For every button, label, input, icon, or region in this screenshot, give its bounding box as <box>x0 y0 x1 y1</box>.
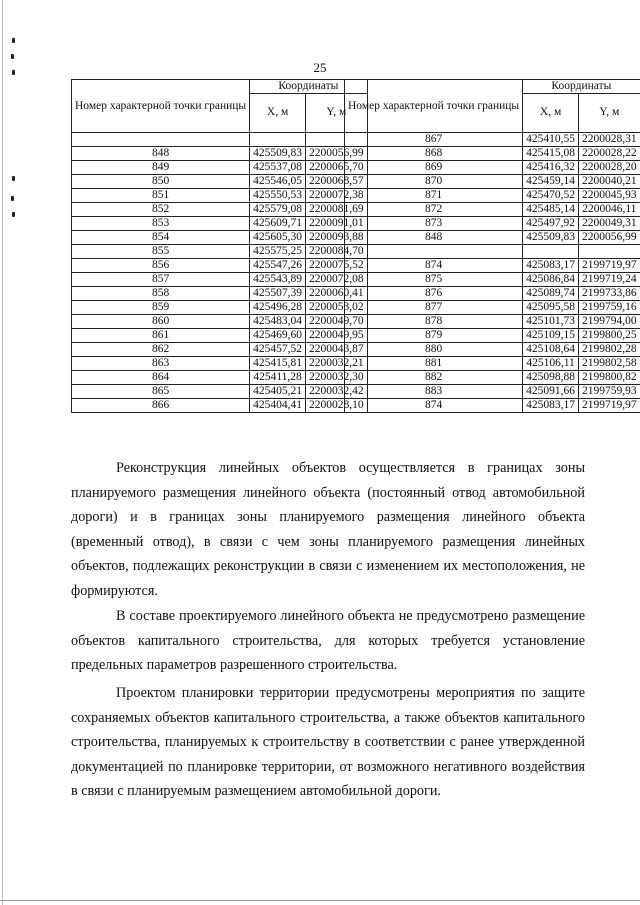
table-row <box>72 175 368 189</box>
x-coordinate-cell: 425086,84 <box>523 273 579 287</box>
binding-mark <box>12 38 15 43</box>
x-coordinate-cell: 425083,17 <box>523 259 579 273</box>
x-coordinate-cell: 425537,08 <box>250 161 306 175</box>
table-row <box>72 399 368 413</box>
point-number-cell: 851 <box>72 189 250 203</box>
point-number-cell: 855 <box>72 245 250 259</box>
y-coordinate-cell: 2200056,99 <box>306 147 368 161</box>
y-coordinate-cell: 2200053,02 <box>306 301 368 315</box>
x-coordinate-cell: 425095,58 <box>523 301 579 315</box>
x-coordinate-cell: 425457,52 <box>250 343 306 357</box>
y-coordinate-cell: 2200040,21 <box>579 175 640 189</box>
x-coordinate-cell: 425109,15 <box>523 329 579 343</box>
y-coordinate-cell: 2200049,95 <box>306 329 368 343</box>
x-coordinate-cell: 425415,81 <box>250 357 306 371</box>
point-number-cell: 852 <box>72 203 250 217</box>
table-row <box>72 259 368 273</box>
table-row <box>345 203 640 217</box>
x-coordinate-cell: 425106,11 <box>523 357 579 371</box>
y-header: Y, м <box>579 94 640 133</box>
y-coordinate-cell: 2200049,70 <box>306 315 368 329</box>
table-row <box>72 189 368 203</box>
point-number-cell: 876 <box>345 287 523 301</box>
x-coordinate-cell: 425605,30 <box>250 231 306 245</box>
point-number-cell: 878 <box>345 315 523 329</box>
point-number-cell: 856 <box>72 259 250 273</box>
table-row <box>72 133 368 147</box>
y-coordinate-cell: 2200091,01 <box>306 217 368 231</box>
y-coordinate-cell: 2200065,70 <box>306 161 368 175</box>
point-number-cell: 874 <box>345 399 523 413</box>
table-row <box>72 301 368 315</box>
point-number-cell: 880 <box>345 343 523 357</box>
y-coordinate-cell: 2200075,52 <box>306 259 368 273</box>
point-number-cell: 859 <box>72 301 250 315</box>
y-coordinate-cell: 2199719,97 <box>579 399 640 413</box>
x-header: X, м <box>523 94 579 133</box>
table-row <box>345 217 640 231</box>
paragraph-text: В составе проектируемого линейного объекта не предусмотрено размещение объектов капитального строительства, для которых требуется установление предельных параметров разрешенного строительства. <box>71 608 585 673</box>
table-row <box>72 231 368 245</box>
y-coordinate-cell: 2200072,38 <box>306 189 368 203</box>
point-number-cell: 865 <box>72 385 250 399</box>
table-row <box>72 371 368 385</box>
y-coordinate-cell: 2199800,25 <box>579 329 640 343</box>
x-coordinate-cell: 425575,25 <box>250 245 306 259</box>
table-row <box>72 329 368 343</box>
y-coordinate-cell: 2200072,08 <box>306 273 368 287</box>
coordinates-header: Координаты <box>523 80 640 94</box>
paragraph-capital-construction <box>71 604 585 678</box>
table-row <box>345 287 640 301</box>
table-row <box>72 147 368 161</box>
coordinates-header: Координаты <box>250 80 368 94</box>
table-row <box>72 357 368 371</box>
table-row <box>72 343 368 357</box>
y-coordinate-cell: 2200045,93 <box>579 189 640 203</box>
binding-mark <box>12 70 15 75</box>
paragraph-text: Реконструкция линейных объектов осуществляется в границах зоны планируемого размещения линейного объекта (постоянный отвод автомобильной дороги) и в границах зоны планируемого размещения линейного объекта (временный отвод), в связи с чем зоны планируемого размещения линейных объектов, подлежащих реконструкции в связи с изменением их местоположения, не формируются. <box>71 460 585 599</box>
point-number-header: Номер характерной точки границы <box>345 80 523 133</box>
y-coordinate-cell: 2199719,24 <box>579 273 640 287</box>
point-number-cell: 860 <box>72 315 250 329</box>
x-coordinate-cell <box>523 245 579 259</box>
table-row <box>72 161 368 175</box>
point-number-cell: 879 <box>345 329 523 343</box>
x-coordinate-cell: 425507,39 <box>250 287 306 301</box>
point-number-cell: 869 <box>345 161 523 175</box>
y-coordinate-cell: 2200084,70 <box>306 245 368 259</box>
table-row <box>72 273 368 287</box>
y-coordinate-cell: 2200068,57 <box>306 175 368 189</box>
point-number-cell: 857 <box>72 273 250 287</box>
table-row <box>72 315 368 329</box>
x-coordinate-cell: 425091,66 <box>523 385 579 399</box>
x-coordinate-cell: 425609,71 <box>250 217 306 231</box>
x-coordinate-cell: 425496,28 <box>250 301 306 315</box>
point-number-cell: 862 <box>72 343 250 357</box>
table-row <box>72 217 368 231</box>
x-coordinate-cell: 425101,73 <box>523 315 579 329</box>
point-number-cell: 867 <box>345 133 523 147</box>
x-coordinate-cell: 425415,08 <box>523 147 579 161</box>
point-number-cell <box>345 245 523 259</box>
point-number-cell: 872 <box>345 203 523 217</box>
x-coordinate-cell: 425108,64 <box>523 343 579 357</box>
point-number-cell: 873 <box>345 217 523 231</box>
y-coordinate-cell: 2199802,28 <box>579 343 640 357</box>
x-header: X, м <box>250 94 306 133</box>
point-number-cell: 863 <box>72 357 250 371</box>
y-coordinate-cell: 2199794,00 <box>579 315 640 329</box>
scan-edge-line <box>2 0 3 905</box>
point-number-cell: 861 <box>72 329 250 343</box>
y-coordinate-cell: 2200046,11 <box>579 203 640 217</box>
y-coordinate-cell: 2200032,21 <box>306 357 368 371</box>
point-number-cell: 881 <box>345 357 523 371</box>
y-coordinate-cell: 2200056,99 <box>579 231 640 245</box>
table-row <box>345 399 640 413</box>
y-coordinate-cell: 2200043,87 <box>306 343 368 357</box>
table-row <box>345 133 640 147</box>
x-coordinate-cell: 425550,53 <box>250 189 306 203</box>
point-number-cell: 875 <box>345 273 523 287</box>
y-coordinate-cell: 2200028,31 <box>579 133 640 147</box>
y-coordinate-cell: 2199759,16 <box>579 301 640 315</box>
point-number-cell <box>72 133 250 147</box>
paragraph-text: Проектом планировки территории предусмотрены мероприятия по защите сохраняемых объектов капитального строительства, а также объектов капитального строительства, планируемых к строительству в соответствии с ранее утвержденной документацией по планировке территории, от возможного негативного воздействия в связи с планируемым размещением автомобильной дороги. <box>71 685 585 799</box>
y-coordinate-cell: 2200028,22 <box>579 147 640 161</box>
table-row <box>72 203 368 217</box>
y-coordinate-cell: 2200032,42 <box>306 385 368 399</box>
x-coordinate-cell: 425547,26 <box>250 259 306 273</box>
x-coordinate-cell: 425411,28 <box>250 371 306 385</box>
y-coordinate-cell <box>579 245 640 259</box>
table-row <box>345 161 640 175</box>
page-number: 25 <box>313 60 327 75</box>
paragraph-reconstruction <box>71 456 585 603</box>
y-coordinate-cell: 2200032,30 <box>306 371 368 385</box>
y-coordinate-cell: 2200028,10 <box>306 399 368 413</box>
x-coordinate-cell: 425405,21 <box>250 385 306 399</box>
coordinates-table-left <box>71 79 368 413</box>
y-coordinate-cell: 2200049,31 <box>579 217 640 231</box>
point-number-header: Номер характерной точки границы <box>72 80 250 133</box>
x-coordinate-cell: 425483,04 <box>250 315 306 329</box>
y-coordinate-cell: 2200028,20 <box>579 161 640 175</box>
x-coordinate-cell: 425543,89 <box>250 273 306 287</box>
x-coordinate-cell <box>250 133 306 147</box>
y-coordinate-cell: 2199733,86 <box>579 287 640 301</box>
point-number-cell: 870 <box>345 175 523 189</box>
x-coordinate-cell: 425410,55 <box>523 133 579 147</box>
table-row <box>345 259 640 273</box>
y-coordinate-cell: 2199759,93 <box>579 385 640 399</box>
x-coordinate-cell: 425485,14 <box>523 203 579 217</box>
point-number-cell: 882 <box>345 371 523 385</box>
table-row <box>345 147 640 161</box>
y-header: Y, м <box>306 94 368 133</box>
x-coordinate-cell: 425497,92 <box>523 217 579 231</box>
point-number-cell: 848 <box>345 231 523 245</box>
point-number-cell: 853 <box>72 217 250 231</box>
binding-mark <box>11 54 14 59</box>
table-header-row <box>345 80 640 94</box>
table-row <box>72 385 368 399</box>
paragraph-protection-measures <box>71 681 585 804</box>
table-row <box>345 175 640 189</box>
y-coordinate-cell: 2200081,69 <box>306 203 368 217</box>
table-row <box>345 231 640 245</box>
point-number-cell: 854 <box>72 231 250 245</box>
table-row <box>72 287 368 301</box>
point-number-cell: 850 <box>72 175 250 189</box>
point-number-cell: 883 <box>345 385 523 399</box>
table-row <box>345 329 640 343</box>
point-number-cell: 874 <box>345 259 523 273</box>
table-row <box>345 343 640 357</box>
table-row <box>72 245 368 259</box>
x-coordinate-cell: 425459,14 <box>523 175 579 189</box>
point-number-cell: 848 <box>72 147 250 161</box>
x-coordinate-cell: 425579,08 <box>250 203 306 217</box>
y-coordinate-cell: 2200060,41 <box>306 287 368 301</box>
x-coordinate-cell: 425509,83 <box>523 231 579 245</box>
x-coordinate-cell: 425083,17 <box>523 399 579 413</box>
table-row <box>345 301 640 315</box>
point-number-cell: 877 <box>345 301 523 315</box>
table-row <box>345 189 640 203</box>
y-coordinate-cell: 2199800,82 <box>579 371 640 385</box>
table-row <box>345 371 640 385</box>
x-coordinate-cell: 425404,41 <box>250 399 306 413</box>
x-coordinate-cell: 425470,52 <box>523 189 579 203</box>
x-coordinate-cell: 425089,74 <box>523 287 579 301</box>
table-row <box>345 273 640 287</box>
y-coordinate-cell: 2200093,88 <box>306 231 368 245</box>
x-coordinate-cell: 425509,83 <box>250 147 306 161</box>
point-number-cell: 849 <box>72 161 250 175</box>
binding-mark <box>12 212 15 217</box>
point-number-cell: 868 <box>345 147 523 161</box>
table-row <box>345 315 640 329</box>
x-coordinate-cell: 425469,60 <box>250 329 306 343</box>
binding-mark <box>11 196 14 201</box>
x-coordinate-cell: 425546,05 <box>250 175 306 189</box>
coordinates-table-right <box>344 79 640 413</box>
point-number-cell: 858 <box>72 287 250 301</box>
y-coordinate-cell: 2199719,97 <box>579 259 640 273</box>
table-header-row <box>72 80 368 94</box>
x-coordinate-cell: 425416,32 <box>523 161 579 175</box>
scan-edge-line <box>0 900 640 901</box>
x-coordinate-cell: 425098,88 <box>523 371 579 385</box>
y-coordinate-cell: 2199802,58 <box>579 357 640 371</box>
point-number-cell: 871 <box>345 189 523 203</box>
table-row <box>345 357 640 371</box>
point-number-cell: 866 <box>72 399 250 413</box>
table-row <box>345 385 640 399</box>
point-number-cell: 864 <box>72 371 250 385</box>
table-row <box>345 245 640 259</box>
binding-mark <box>12 176 15 181</box>
